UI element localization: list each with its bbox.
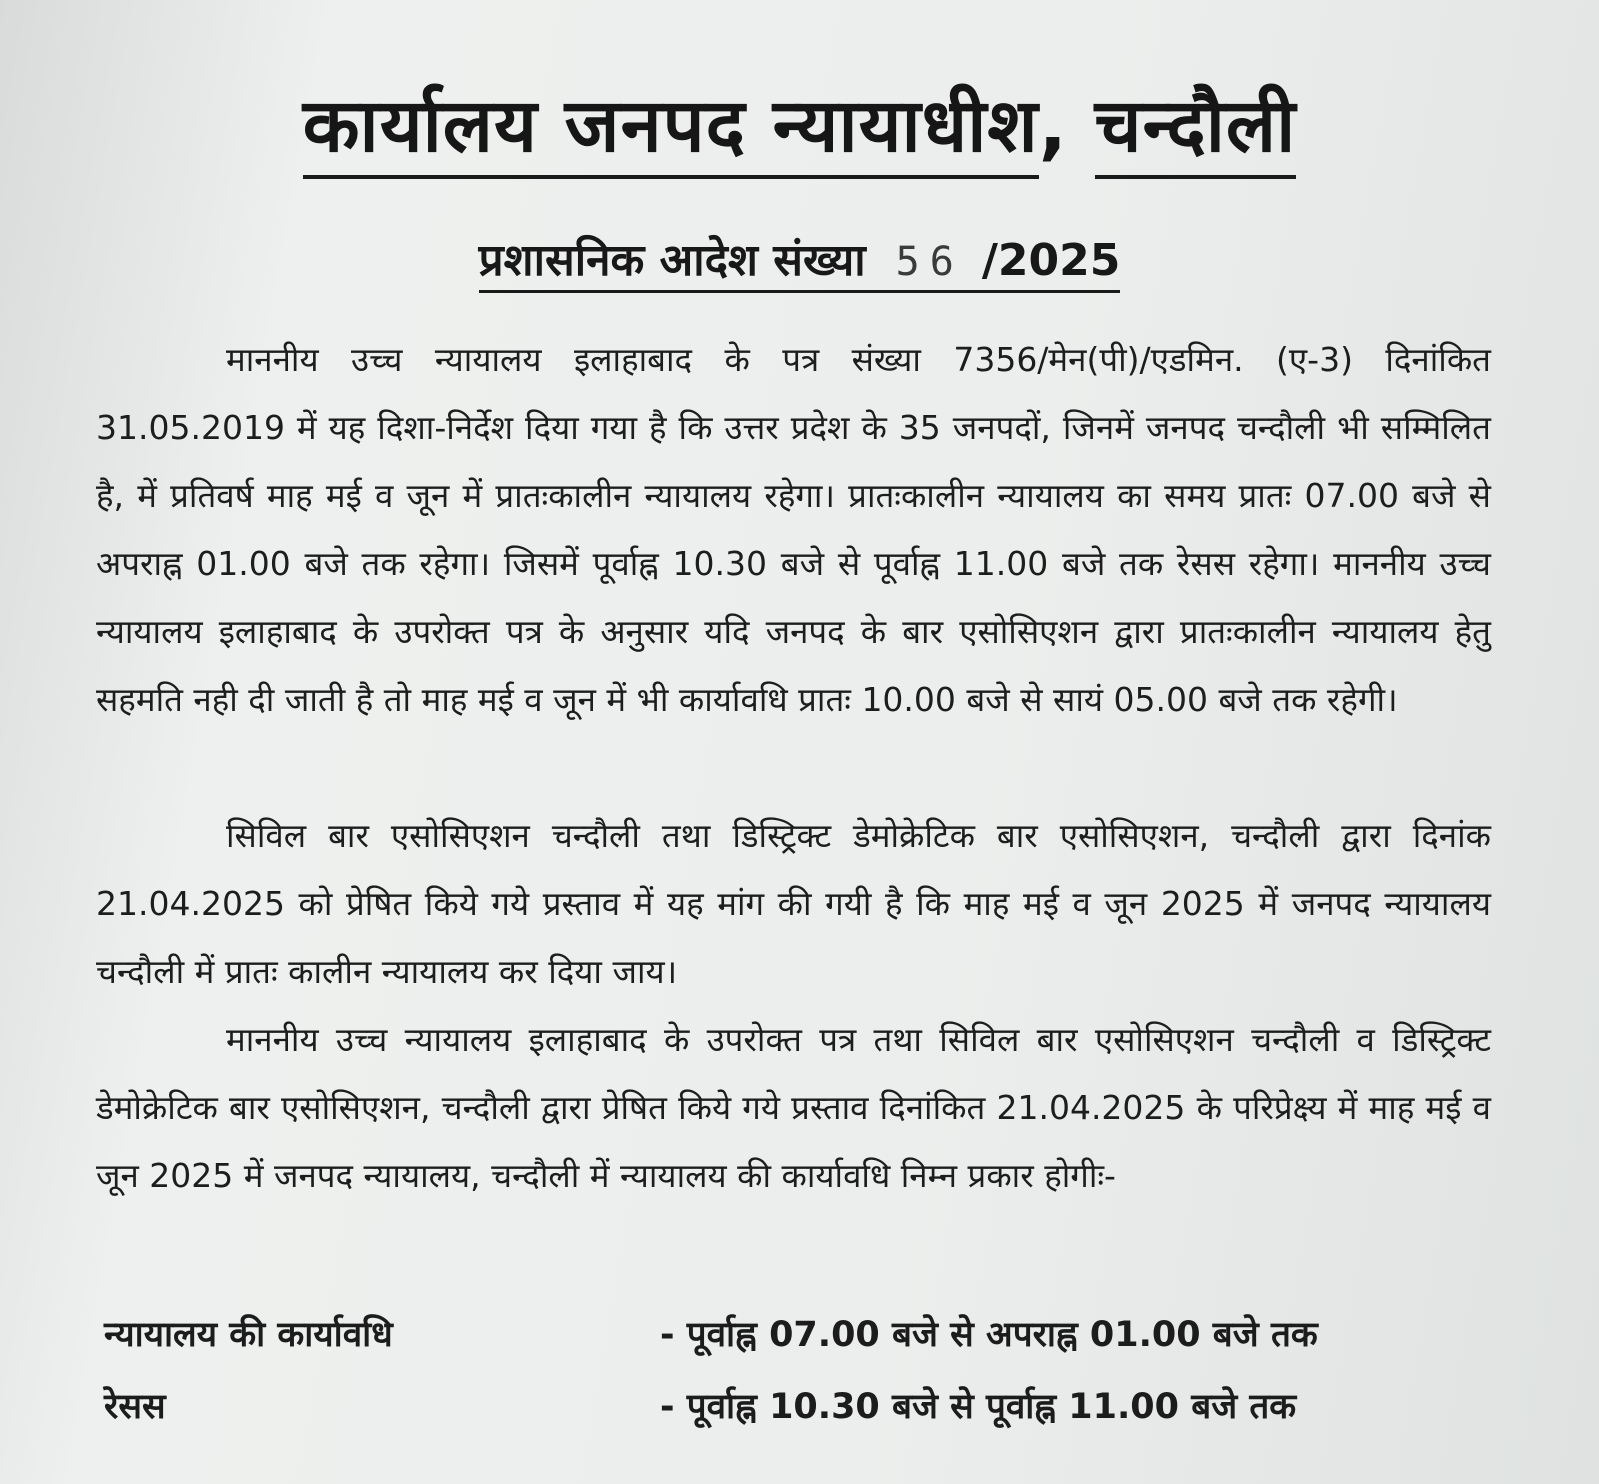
office-title <box>0 72 1599 173</box>
office-title-part2: चन्दौली <box>1095 83 1297 179</box>
schedule-value: - पूर्वाह्न 07.00 बजे से अपराह्न 01.00 बजे तक <box>660 1315 1318 1355</box>
order-year: /2025 <box>982 235 1121 293</box>
paragraph-3: माननीय उच्च न्यायालय इलाहाबाद के उपरोक्त पत्र तथा सिविल बार एसोसिएशन चन्दौली व डिस्ट्रिक्ट डेमोक्रेटिक बार एसोसिएशन, चन्दौली द्वारा प्रेषित किये गये प्रस्ताव दिनांकित 21.04.2025 के परिप्रेक्ष्य में माह मई व जून 2025 में जनपद न्यायालय, चन्दौली में न्यायालय की कार्यावधि निम्न प्रकार होगीः- <box>96 1020 1491 1195</box>
order-heading-underlined <box>479 235 982 293</box>
paragraph-2: सिविल बार एसोसिएशन चन्दौली तथा डिस्ट्रिक्ट डेमोक्रेटिक बार एसोसिएशन, चन्दौली द्वारा दिनांक 21.04.2025 को प्रेषित किये गये प्रस्ताव में यह मांग की गयी है कि माह मई व जून 2025 में जनपद न्यायालय चन्दौली में प्रातः कालीन न्यायालय कर दिया जाय। <box>96 816 1491 991</box>
schedule-row-working-hours <box>104 1310 1494 1370</box>
order-number-handwritten: 56 <box>895 239 964 285</box>
schedule-label: रेसस <box>104 1387 166 1427</box>
paragraph-1: माननीय उच्च न्यायालय इलाहाबाद के पत्र संख्या 7356/मेन(पी)/एडमिन. (ए-3) दिनांकित 31.05.2019 में यह दिशा-निर्देश दिया गया है कि उत्तर प्रदेश के 35 जनपदों, जिनमें जनपद चन्दौली भी सम्मिलित है, में प्रतिवर्ष माह मई व जून में प्रातःकालीन न्यायालय रहेगा। प्रातःकालीन न्यायालय का समय प्रातः 07.00 बजे से अपराह्न 01.00 बजे तक रहेगा। जिसमें पूर्वाह्न 10.30 बजे से पूर्वाह्न 11.00 बजे तक रेसस रहेगा। माननीय उच्च न्यायालय इलाहाबाद के उपरोक्त पत्र के अनुसार यदि जनपद के बार एसोसिएशन द्वारा प्रातःकालीन न्यायालय हेतु सहमति नही दी जाती है तो माह मई व जून में भी कार्यावधि प्रातः 10.00 बजे से सायं 05.00 बजे तक रहेगी। <box>96 340 1491 719</box>
order-heading <box>0 228 1599 288</box>
order-label: प्रशासनिक आदेश संख्या <box>478 235 866 286</box>
schedule-row-recess <box>104 1382 1494 1442</box>
schedule-label: न्यायालय की कार्यावधि <box>104 1315 393 1355</box>
office-title-separator: , <box>1038 83 1095 169</box>
office-title-part1: कार्यालय जनपद न्यायाधीश <box>303 83 1039 179</box>
schedule-value: - पूर्वाह्न 10.30 बजे से पूर्वाह्न 11.00 बजे तक <box>660 1387 1297 1427</box>
